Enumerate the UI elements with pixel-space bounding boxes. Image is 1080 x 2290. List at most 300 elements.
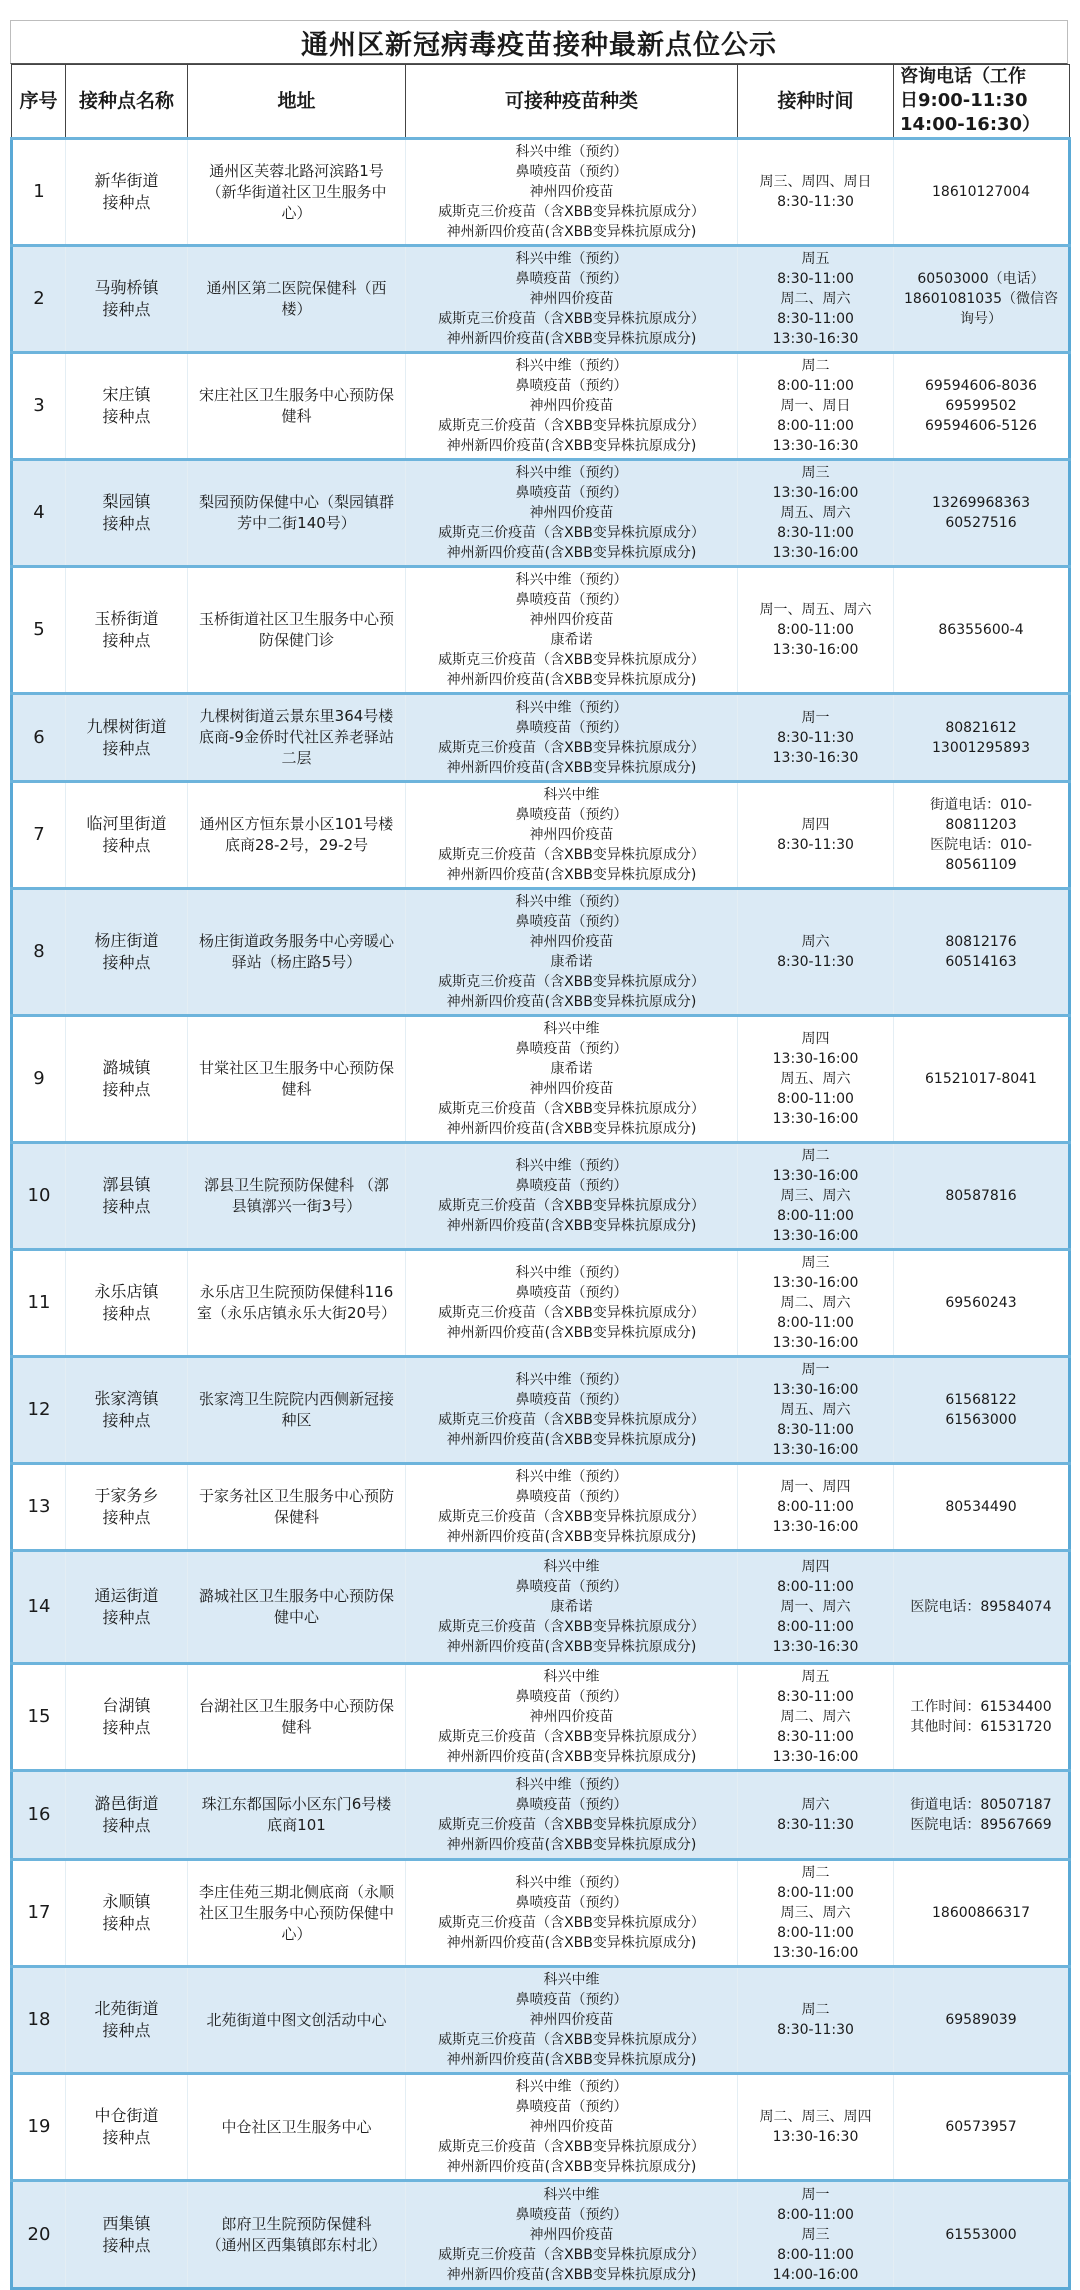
- site-address: [188, 694, 406, 782]
- vaccination-time-line: 8:00-11:00: [777, 418, 854, 434]
- vaccine-list: [406, 1357, 738, 1464]
- vaccination-time-line: 13:30-16:30: [772, 438, 859, 454]
- vaccine-list-line: 科兴中维（预约）: [515, 251, 628, 267]
- vaccination-time-line: 13:30-16:00: [772, 1111, 859, 1127]
- vaccine-list-line: 神州新四价疫苗(含XBB变异株抗原成分): [446, 759, 697, 776]
- vaccine-list-line: 威斯克三价疫苗（含XBB变异株抗原成分）: [438, 525, 705, 541]
- vaccine-list-line: 鼻喷疫苗（预约）: [515, 719, 628, 736]
- vaccination-time: [738, 1357, 894, 1464]
- site-address-line: 永乐店卫生院预防保健科116: [199, 1283, 394, 1301]
- contact-phone: [894, 1771, 1070, 1860]
- vaccine-list-line: 神州新四价疫苗(含XBB变异株抗原成分): [446, 2266, 697, 2283]
- contact-phone: [894, 1250, 1070, 1357]
- vaccination-time-line: 8:00-11:00: [777, 1499, 854, 1515]
- vaccine-list-line: 鼻喷疫苗（预约）: [515, 1041, 628, 1057]
- contact-phone-line: 80812176: [945, 934, 1017, 950]
- vaccination-time-line: 周二、周六: [780, 291, 851, 307]
- site-name: [66, 353, 188, 460]
- contact-phone: [894, 246, 1070, 353]
- vaccine-list-line: 神州新四价疫苗(含XBB变异株抗原成分): [446, 224, 697, 240]
- vaccine-list-line: 威斯克三价疫苗（含XBB变异株抗原成分）: [438, 204, 705, 220]
- contact-phone-line: 医院电话：010-: [930, 837, 1032, 853]
- vaccine-list-line: 威斯克三价疫苗（含XBB变异株抗原成分）: [438, 847, 705, 863]
- contact-phone-line: 13269968363: [932, 495, 1030, 511]
- site-name-line: 中仓街道: [94, 2106, 159, 2125]
- vaccination-time-line: 周一、周六: [780, 1599, 851, 1615]
- vaccination-time-line: 13:30-16:00: [772, 1051, 859, 1067]
- vaccine-list-line: 鼻喷疫苗（预约）: [515, 1797, 628, 1813]
- header-vaccines: 可接种疫苗种类: [406, 65, 738, 139]
- vaccine-list-line: 科兴中维（预约）: [515, 1777, 628, 1793]
- vaccine-list-line: 神州新四价疫苗(含XBB变异株抗原成分): [446, 1529, 697, 1545]
- table-row: [12, 139, 1070, 246]
- vaccine-list-line: 鼻喷疫苗（预约）: [515, 1392, 628, 1408]
- contact-phone-line: 80811203: [945, 817, 1017, 833]
- vaccination-time: [738, 694, 894, 782]
- vaccine-list-line: 康希诺: [550, 632, 593, 648]
- vaccination-time-line: 13:30-16:00: [772, 1382, 859, 1398]
- vaccine-list-line: 神州新四价疫苗(含XBB变异株抗原成分): [446, 1121, 697, 1137]
- vaccination-time-line: 8:30-11:00: [777, 525, 854, 541]
- vaccine-list-line: 科兴中维: [543, 787, 600, 803]
- site-name-line: 接种点: [102, 2021, 151, 2040]
- table-row: [12, 782, 1070, 889]
- vaccination-time: [738, 460, 894, 567]
- row-index: 15: [12, 1664, 66, 1771]
- site-name-line: 北苑街道: [94, 1999, 159, 2018]
- site-address-line: 珠江东都国际小区东门6号楼: [201, 1795, 392, 1813]
- vaccine-list-line: 神州新四价疫苗(含XBB变异株抗原成分): [446, 1837, 697, 1853]
- vaccination-time: [738, 782, 894, 889]
- table-header-row: [12, 65, 1070, 139]
- vaccine-list-line: 科兴中维: [543, 2186, 600, 2203]
- row-index: 3: [12, 353, 66, 460]
- vaccine-list: [406, 889, 738, 1016]
- vaccine-list: [406, 353, 738, 460]
- vaccination-time-line: 8:00-11:00: [777, 1315, 854, 1331]
- site-address: [188, 1464, 406, 1551]
- vaccine-list-line: 鼻喷疫苗（预约）: [515, 1285, 628, 1301]
- vaccination-time-line: 周一、周五、周六: [759, 602, 872, 618]
- vaccination-time-line: 周四: [801, 1031, 830, 1047]
- table-row: [12, 246, 1070, 353]
- contact-phone: [894, 1357, 1070, 1464]
- site-name-line: 接种点: [102, 2128, 151, 2147]
- vaccination-time-line: 13:30-16:00: [772, 1749, 859, 1765]
- vaccination-time-line: 周一: [801, 1362, 830, 1378]
- site-name-line: 接种点: [102, 1304, 151, 1323]
- contact-phone: [894, 694, 1070, 782]
- contact-phone-line: 69589039: [945, 2012, 1017, 2028]
- site-address-line: 九棵树街道云景东里364号楼: [199, 707, 394, 725]
- contact-phone: [894, 1967, 1070, 2074]
- vaccine-list-line: 神州四价疫苗: [529, 1081, 614, 1097]
- vaccine-list-line: 威斯克三价疫苗（含XBB变异株抗原成分）: [438, 1305, 705, 1321]
- site-name-line: 接种点: [102, 1914, 151, 1933]
- vaccination-time: [738, 1143, 894, 1250]
- site-name-line: 宋庄镇: [102, 385, 151, 404]
- vaccine-list: [406, 1464, 738, 1551]
- contact-phone: [894, 1143, 1070, 1250]
- vaccine-list-line: 神州新四价疫苗(含XBB变异株抗原成分): [446, 2159, 697, 2175]
- site-address-line: 健科: [281, 407, 312, 425]
- contact-phone: [894, 782, 1070, 889]
- site-address: [188, 1771, 406, 1860]
- table-row: [12, 694, 1070, 782]
- site-name-line: 马驹桥镇: [94, 278, 159, 297]
- vaccine-list-line: 神州新四价疫苗(含XBB变异株抗原成分): [446, 1432, 697, 1448]
- vaccine-list-line: 威斯克三价疫苗（含XBB变异株抗原成分）: [438, 974, 705, 990]
- contact-phone-line: 询号）: [960, 311, 1002, 327]
- site-name: [66, 782, 188, 889]
- vaccination-time-line: 8:30-11:00: [777, 1689, 854, 1705]
- contact-phone: [894, 889, 1070, 1016]
- site-name-line: 于家务乡: [94, 1486, 159, 1505]
- site-name-line: 新华街道: [94, 171, 159, 190]
- contact-phone: [894, 460, 1070, 567]
- vaccine-list-line: 科兴中维（预约）: [515, 1372, 628, 1388]
- vaccine-list-line: 康希诺: [550, 1061, 593, 1077]
- site-name-line: 漷县镇: [102, 1175, 151, 1194]
- site-address-line: 李庄佳苑三期北侧底商（永顺: [198, 1882, 394, 1901]
- contact-phone-line: 工作时间：61534400: [910, 1699, 1052, 1715]
- site-name: [66, 1143, 188, 1250]
- contact-phone: [894, 2074, 1070, 2181]
- vaccination-time-line: 周三: [801, 465, 830, 481]
- vaccine-list-line: 神州新四价疫苗(含XBB变异株抗原成分): [446, 867, 697, 883]
- vaccine-list-line: 神州新四价疫苗(含XBB变异株抗原成分): [446, 1325, 697, 1341]
- table-row: [12, 1664, 1070, 1771]
- site-address: [188, 246, 406, 353]
- site-name: [66, 889, 188, 1016]
- site-name: [66, 1967, 188, 2074]
- site-address-line: 社区卫生服务中心预防保健中: [198, 1903, 394, 1922]
- vaccination-time: [738, 353, 894, 460]
- vaccine-list-line: 威斯克三价疫苗（含XBB变异株抗原成分）: [438, 2032, 705, 2048]
- row-index: 1: [12, 139, 66, 246]
- table-row: [12, 1967, 1070, 2074]
- site-name-line: 通运街道: [94, 1586, 159, 1605]
- vaccine-list-line: 鼻喷疫苗（预约）: [515, 807, 628, 823]
- site-address: [188, 889, 406, 1016]
- site-name-line: 接种点: [102, 407, 151, 426]
- vaccination-time-line: 周六: [801, 1797, 830, 1813]
- vaccine-list-line: 神州新四价疫苗(含XBB变异株抗原成分): [446, 438, 697, 454]
- vaccine-list-line: 科兴中维: [543, 1669, 600, 1685]
- table-row: [12, 1016, 1070, 1143]
- vaccination-time-line: 周二、周三、周四: [759, 2109, 872, 2125]
- vaccine-list-line: 神州新四价疫苗(含XBB变异株抗原成分): [446, 672, 697, 688]
- vaccination-time-line: 周五、周六: [780, 505, 851, 521]
- vaccine-list-line: 鼻喷疫苗（预约）: [515, 271, 628, 287]
- site-name-line: 接种点: [102, 1718, 151, 1737]
- table-row: [12, 2181, 1070, 2289]
- site-address-line: 健科: [281, 1080, 312, 1098]
- header-phone-line: 14:00-16:30）: [900, 114, 1041, 135]
- table-row: [12, 1771, 1070, 1860]
- row-index: 5: [12, 567, 66, 694]
- site-address-line: 健中心: [273, 1608, 319, 1626]
- vaccination-time-line: 13:30-16:00: [772, 1275, 859, 1291]
- vaccination-time-line: 周三: [801, 1255, 830, 1271]
- site-address: [188, 1551, 406, 1664]
- site-address-line: 漷县卫生院预防保健科 （漷: [204, 1176, 389, 1194]
- vaccination-time-line: 8:00-11:00: [777, 2246, 854, 2263]
- vaccination-time-line: 周二: [801, 1865, 830, 1881]
- contact-phone-line: 其他时间：61531720: [910, 1719, 1052, 1735]
- row-index: 12: [12, 1357, 66, 1464]
- vaccine-list-line: 神州四价疫苗: [529, 505, 614, 521]
- vaccination-time-line: 14:00-16:00: [772, 2266, 859, 2283]
- vaccine-list-line: 神州新四价疫苗(含XBB变异株抗原成分): [446, 2052, 697, 2068]
- vaccine-list-line: 科兴中维（预约）: [515, 144, 628, 160]
- vaccine-list-line: 神州四价疫苗: [529, 184, 614, 200]
- vaccination-sites-sheet: [10, 20, 1068, 2290]
- site-name-line: 接种点: [102, 2235, 151, 2255]
- site-address: [188, 2181, 406, 2289]
- table-row: [12, 2074, 1070, 2181]
- vaccination-time-line: 8:30-11:30: [777, 837, 854, 853]
- vaccine-list-line: 神州新四价疫苗(含XBB变异株抗原成分): [446, 1749, 697, 1765]
- site-address-line: 北苑街道中图文创活动中心: [206, 2010, 387, 2029]
- site-address-line: 通州区第二医院保健科（西: [206, 279, 387, 297]
- vaccination-time-line: 8:00-11:00: [777, 1925, 854, 1941]
- vaccine-list-line: 威斯克三价疫苗（含XBB变异株抗原成分）: [438, 418, 705, 434]
- vaccination-time-line: 周三、周六: [780, 1905, 851, 1921]
- site-address-line: 底商28-2号，29-2号: [224, 836, 369, 854]
- site-address-line: 芳中二街140号）: [237, 514, 356, 532]
- vaccine-list-line: 神州新四价疫苗(含XBB变异株抗原成分): [446, 1935, 697, 1951]
- site-name: [66, 1771, 188, 1860]
- site-address: [188, 567, 406, 694]
- vaccination-time-line: 8:00-11:00: [777, 1208, 854, 1224]
- site-name: [66, 1357, 188, 1464]
- vaccination-time-line: 13:30-16:00: [772, 1228, 859, 1244]
- row-index: 9: [12, 1016, 66, 1143]
- vaccination-time-line: 周四: [801, 817, 830, 833]
- vaccination-time-line: 周二: [801, 358, 830, 374]
- vaccination-time-line: 13:30-16:00: [772, 1335, 859, 1351]
- table-row: [12, 353, 1070, 460]
- vaccination-time-line: 13:30-16:30: [772, 2129, 859, 2145]
- vaccine-list: [406, 2181, 738, 2289]
- site-name-line: 接种点: [102, 1080, 151, 1099]
- vaccine-list-line: 威斯克三价疫苗（含XBB变异株抗原成分）: [438, 2139, 705, 2155]
- contact-phone-line: 18610127004: [932, 184, 1030, 200]
- vaccine-list-line: 神州四价疫苗: [529, 827, 614, 843]
- row-index: 2: [12, 246, 66, 353]
- site-address-line: 甘棠社区卫生服务中心预防保: [198, 1059, 394, 1077]
- vaccination-time-line: 8:30-11:00: [777, 1422, 854, 1438]
- header-name: 接种点名称: [66, 65, 188, 139]
- vaccine-list-line: 神州四价疫苗: [529, 1709, 614, 1725]
- vaccination-time-line: 13:30-16:00: [772, 1519, 859, 1535]
- site-name: [66, 2181, 188, 2289]
- contact-phone: [894, 139, 1070, 246]
- row-index: 18: [12, 1967, 66, 2074]
- site-address: [188, 782, 406, 889]
- vaccine-list-line: 鼻喷疫苗（预约）: [515, 1689, 628, 1705]
- site-name-line: 潞城镇: [102, 1058, 151, 1077]
- contact-phone-line: 60573957: [945, 2119, 1017, 2135]
- page-title: 通州区新冠病毒疫苗接种最新点位公示: [10, 20, 1068, 64]
- contact-phone-line: 街道电话：010-: [930, 797, 1032, 813]
- site-name-line: 接种点: [102, 1411, 151, 1430]
- vaccination-time: [738, 1250, 894, 1357]
- contact-phone-line: 61521017-8041: [925, 1071, 1037, 1087]
- vaccine-list-line: 鼻喷疫苗（预约）: [515, 914, 628, 930]
- vaccination-time-line: 13:30-16:00: [772, 642, 859, 658]
- vaccine-list: [406, 567, 738, 694]
- site-address: [188, 1357, 406, 1464]
- site-address: [188, 1860, 406, 1967]
- site-name: [66, 2074, 188, 2181]
- table-row: [12, 1860, 1070, 1967]
- site-address: [188, 460, 406, 567]
- contact-phone: [894, 1664, 1070, 1771]
- vaccination-time-line: 8:30-11:30: [777, 729, 854, 746]
- header-time: 接种时间: [738, 65, 894, 139]
- vaccination-time-line: 周五、周六: [780, 1402, 851, 1418]
- vaccine-list-line: 神州四价疫苗: [529, 612, 614, 628]
- vaccine-list: [406, 1551, 738, 1664]
- contact-phone-line: 医院电话：89584074: [910, 1599, 1052, 1615]
- site-address-line: 楼）: [281, 300, 312, 318]
- site-name: [66, 1551, 188, 1664]
- vaccination-time-line: 8:30-11:30: [777, 1817, 854, 1833]
- vaccine-list-line: 康希诺: [550, 954, 593, 970]
- vaccination-time-line: 周二: [801, 1148, 830, 1164]
- row-index: 20: [12, 2181, 66, 2289]
- site-address-line: 二层: [281, 749, 312, 767]
- vaccine-list-line: 威斯克三价疫苗（含XBB变异株抗原成分）: [438, 1101, 705, 1117]
- site-name: [66, 246, 188, 353]
- vaccine-list-line: 威斯克三价疫苗（含XBB变异株抗原成分）: [438, 652, 705, 668]
- table-row: [12, 889, 1070, 1016]
- vaccine-list-line: 科兴中维（预约）: [515, 699, 628, 716]
- vaccination-time-line: 周三、周六: [780, 1188, 851, 1204]
- vaccination-time-line: 8:30-11:00: [777, 271, 854, 287]
- vaccination-time: [738, 2181, 894, 2289]
- row-index: 11: [12, 1250, 66, 1357]
- contact-phone-line: 13001295893: [932, 739, 1030, 756]
- contact-phone-line: 18601081035（微信咨: [904, 291, 1058, 307]
- contact-phone: [894, 353, 1070, 460]
- vaccination-time-line: 周一、周四: [780, 1479, 851, 1495]
- vaccination-time-line: 周二、周六: [780, 1709, 851, 1725]
- vaccination-sites-table: [10, 64, 1071, 2290]
- vaccination-time: [738, 1860, 894, 1967]
- vaccination-time: [738, 889, 894, 1016]
- site-name: [66, 567, 188, 694]
- vaccination-time-line: 8:00-11:00: [777, 1579, 854, 1595]
- vaccine-list-line: 鼻喷疫苗（预约）: [515, 592, 628, 608]
- contact-phone-line: 69594606-8036: [925, 378, 1037, 394]
- site-name-line: 台湖镇: [102, 1696, 151, 1715]
- vaccine-list-line: 威斯克三价疫苗（含XBB变异株抗原成分）: [438, 1915, 705, 1931]
- vaccination-time-line: 8:00-11:00: [777, 622, 854, 638]
- vaccination-time: [738, 1771, 894, 1860]
- contact-phone-line: 69594606-5126: [925, 418, 1037, 434]
- vaccine-list-line: 科兴中维（预约）: [515, 572, 628, 588]
- vaccination-time-line: 周四: [801, 1559, 830, 1575]
- row-index: 13: [12, 1464, 66, 1551]
- vaccine-list-line: 神州四价疫苗: [529, 934, 614, 950]
- vaccine-list-line: 科兴中维（预约）: [515, 465, 628, 481]
- vaccine-list: [406, 1143, 738, 1250]
- row-index: 8: [12, 889, 66, 1016]
- site-name-line: 梨园镇: [102, 492, 151, 511]
- site-address-line: 保健科: [273, 1508, 319, 1526]
- site-name-line: 张家湾镇: [94, 1389, 159, 1408]
- vaccination-time-line: 8:00-11:00: [777, 378, 854, 394]
- vaccination-time-line: 13:30-16:30: [772, 331, 859, 347]
- vaccination-time-line: 周五: [801, 251, 830, 267]
- contact-phone-line: 80821612: [945, 719, 1017, 736]
- contact-phone-line: 医院电话：89567669: [910, 1817, 1052, 1833]
- site-address: [188, 1967, 406, 2074]
- site-name: [66, 1464, 188, 1551]
- vaccine-list-line: 鼻喷疫苗（预约）: [515, 1489, 628, 1505]
- contact-phone-line: 80587816: [945, 1188, 1017, 1204]
- vaccination-time: [738, 1464, 894, 1551]
- vaccine-list: [406, 139, 738, 246]
- site-name: [66, 139, 188, 246]
- contact-phone-line: 60503000（电话）: [917, 271, 1045, 287]
- contact-phone-line: 80534490: [945, 1499, 1017, 1515]
- vaccine-list-line: 威斯克三价疫苗（含XBB变异株抗原成分）: [438, 2246, 705, 2263]
- site-address-line: 玉桥街道社区卫生服务中心预: [198, 610, 394, 628]
- vaccine-list: [406, 694, 738, 782]
- site-address-line: 杨庄街道政务服务中心旁暖心: [198, 932, 394, 950]
- row-index: 16: [12, 1771, 66, 1860]
- vaccination-time: [738, 1016, 894, 1143]
- contact-phone-line: 18600866317: [932, 1905, 1030, 1921]
- vaccine-list-line: 威斯克三价疫苗（含XBB变异株抗原成分）: [438, 739, 705, 756]
- contact-phone: [894, 1016, 1070, 1143]
- site-name-line: 接种点: [102, 1816, 151, 1835]
- site-name: [66, 694, 188, 782]
- site-address-line: 中仓社区卫生服务中心: [221, 2117, 372, 2136]
- row-index: 17: [12, 1860, 66, 1967]
- row-index: 14: [12, 1551, 66, 1664]
- vaccine-list-line: 威斯克三价疫苗（含XBB变异株抗原成分）: [438, 1729, 705, 1745]
- site-address-line: 底商-9金侨时代社区养老驿站: [199, 728, 394, 746]
- vaccine-list-line: 神州四价疫苗: [529, 2119, 614, 2135]
- site-address-line: 张家湾卫生院院内西侧新冠接: [198, 1390, 394, 1408]
- vaccine-list-line: 科兴中维（预约）: [515, 1875, 628, 1891]
- site-name-line: 西集镇: [102, 2213, 151, 2233]
- vaccination-time: [738, 1967, 894, 2074]
- vaccine-list: [406, 1860, 738, 1967]
- site-address-line: 通州区芙蓉北路河滨路1号: [209, 161, 384, 180]
- vaccination-time: [738, 2074, 894, 2181]
- vaccine-list-line: 科兴中维（预约）: [515, 1158, 628, 1174]
- vaccination-time: [738, 1664, 894, 1771]
- site-name-line: 临河里街道: [86, 814, 167, 833]
- row-index: 10: [12, 1143, 66, 1250]
- site-address: [188, 139, 406, 246]
- vaccine-list-line: 鼻喷疫苗（预约）: [515, 2206, 628, 2223]
- site-address: [188, 2074, 406, 2181]
- contact-phone: [894, 567, 1070, 694]
- vaccine-list-line: 神州四价疫苗: [529, 2226, 614, 2243]
- vaccine-list-line: 神州四价疫苗: [529, 398, 614, 414]
- vaccination-time: [738, 1551, 894, 1664]
- vaccine-list-line: 神州新四价疫苗(含XBB变异株抗原成分): [446, 1218, 697, 1234]
- vaccine-list-line: 神州新四价疫苗(含XBB变异株抗原成分): [446, 1639, 697, 1655]
- table-row: [12, 460, 1070, 567]
